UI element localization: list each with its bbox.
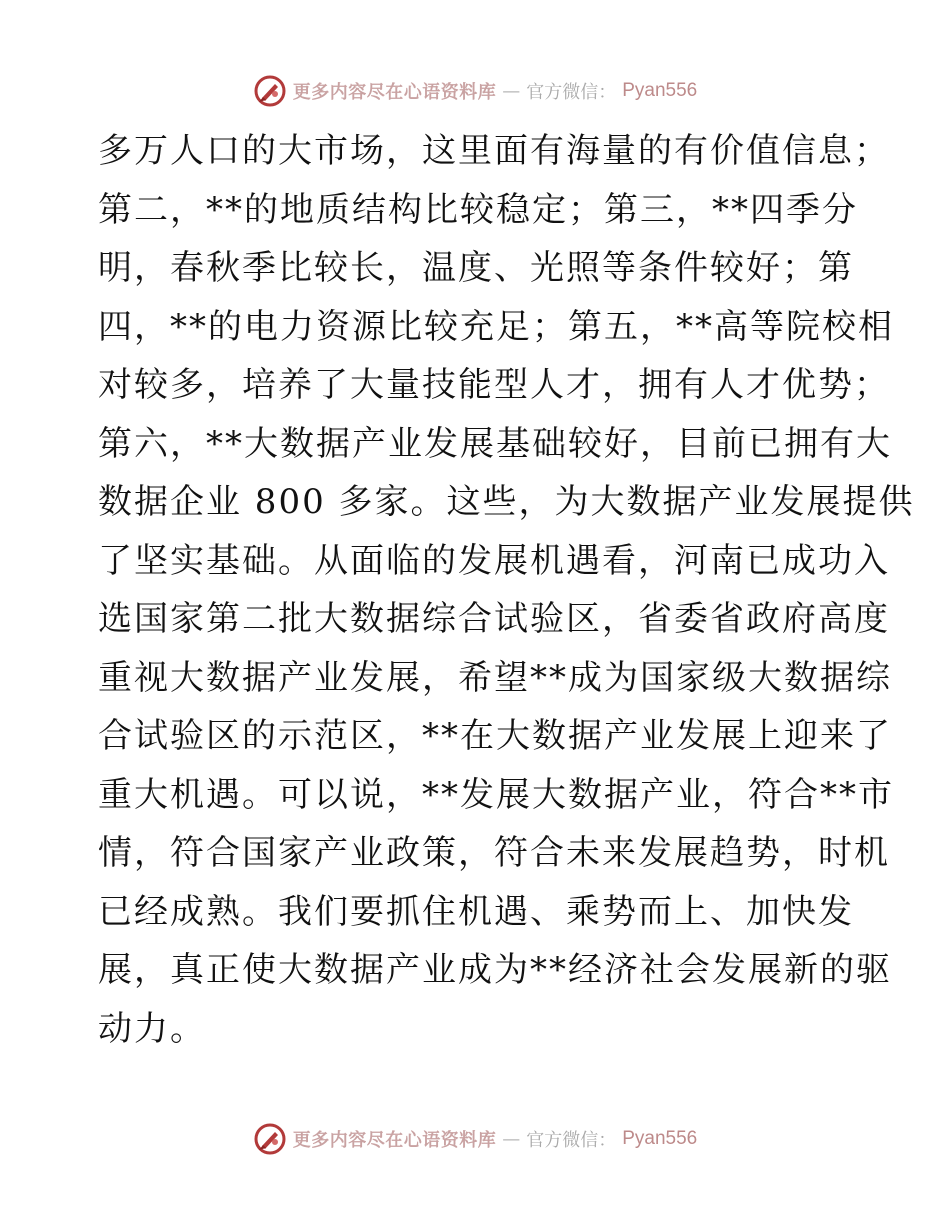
banner-main-text: 更多内容尽在心语资料库 [292, 82, 497, 103]
banner-separator: — [502, 1128, 521, 1150]
footer-banner [0, 1119, 950, 1159]
document-body [98, 122, 915, 1058]
text-line: 了坚实基础。从面临的发展机遇看，河南已成功入 [98, 540, 890, 581]
text-line: 情，符合国家产业政策，符合未来发展趋势，时机 [98, 833, 890, 873]
text-line: 明，春秋季比较长，温度、光照等条件较好；第 [98, 248, 854, 288]
logo-icon [253, 1122, 287, 1156]
text-line: 第二，**的地质结构比较稳定；第三，**四季分 [98, 189, 858, 230]
banner-separator: — [502, 80, 521, 102]
text-line: 重视大数据产业发展，希望**成为国家级大数据综 [98, 657, 892, 698]
text-line: 重大机遇。可以说，**发展大数据产业，符合**市 [98, 774, 894, 815]
text-line: 对较多，培养了大量技能型人才，拥有人才优势； [98, 365, 890, 405]
banner-label-text: 官方微信： [526, 82, 617, 103]
text-line: 多万人口的大市场，这里面有海量的有价值信息； [98, 131, 890, 171]
banner-wechat-id: Pyan556 [622, 1128, 698, 1149]
text-line: 第六，**大数据产业发展基础较好，目前已拥有大 [98, 423, 892, 464]
banner-main-text: 更多内容尽在心语资料库 [292, 1130, 497, 1151]
text-line: 四，**的电力资源比较充足；第五，**高等院校相 [98, 306, 894, 347]
logo-icon [253, 74, 287, 108]
text-line: 选国家第二批大数据综合试验区，省委省政府高度 [98, 599, 890, 639]
header-banner [0, 71, 950, 111]
text-line: 动力。 [98, 1008, 206, 1049]
text-line: 展，真正使大数据产业成为**经济社会发展新的驱 [98, 950, 892, 990]
text-line: 数据企业 800 多家。这些，为大数据产业发展提供 [98, 482, 915, 522]
banner-label-text: 官方微信： [526, 1130, 617, 1151]
text-line: 已经成熟。我们要抓住机遇、乘势而上、加快发 [98, 891, 854, 932]
text-line: 合试验区的示范区，**在大数据产业发展上迎来了 [98, 716, 892, 756]
banner-wechat-id: Pyan556 [622, 80, 698, 101]
